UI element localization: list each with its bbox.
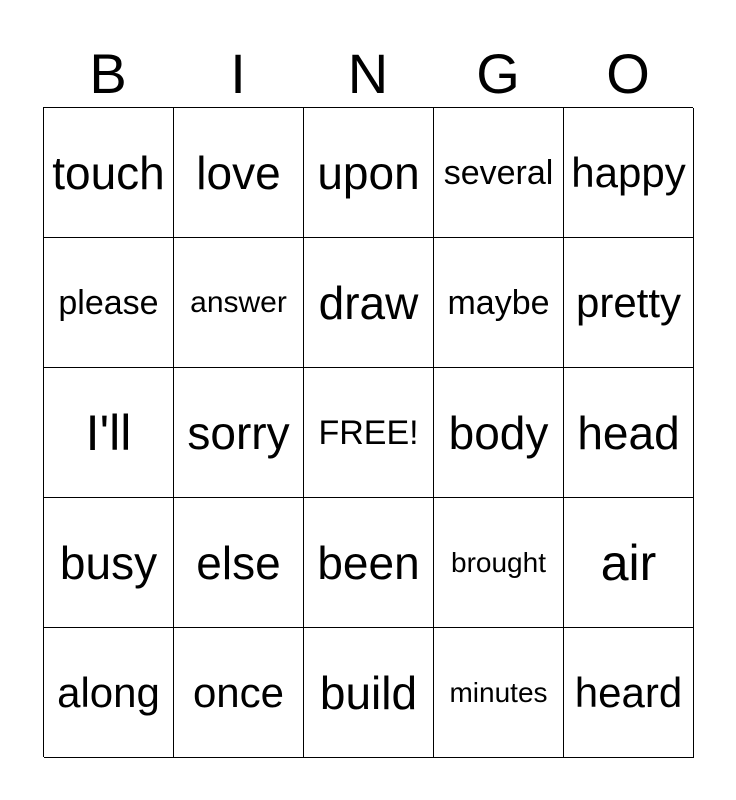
bingo-board bbox=[43, 107, 693, 757]
bingo-cell[interactable]: pretty bbox=[564, 238, 694, 368]
bingo-cell[interactable]: along bbox=[44, 628, 174, 758]
bingo-cell[interactable]: brought bbox=[434, 498, 564, 628]
free-space-cell[interactable]: FREE! bbox=[304, 368, 434, 498]
bingo-cell[interactable]: body bbox=[434, 368, 564, 498]
bingo-cell[interactable]: minutes bbox=[434, 628, 564, 758]
bingo-cell[interactable]: draw bbox=[304, 238, 434, 368]
header-letter-n: N bbox=[347, 42, 389, 105]
header-letter-i: I bbox=[230, 42, 246, 105]
bingo-cell[interactable]: answer bbox=[174, 238, 304, 368]
bingo-cell[interactable]: busy bbox=[44, 498, 174, 628]
bingo-cell[interactable]: please bbox=[44, 238, 174, 368]
bingo-cell[interactable]: sorry bbox=[174, 368, 304, 498]
header-letter-g: G bbox=[476, 42, 520, 105]
bingo-cell[interactable]: touch bbox=[44, 108, 174, 238]
bingo-cell[interactable]: maybe bbox=[434, 238, 564, 368]
bingo-cell[interactable]: build bbox=[304, 628, 434, 758]
bingo-cell[interactable]: heard bbox=[564, 628, 694, 758]
bingo-cell[interactable]: once bbox=[174, 628, 304, 758]
bingo-cell[interactable]: love bbox=[174, 108, 304, 238]
bingo-cell[interactable]: else bbox=[174, 498, 304, 628]
header-letter-o: O bbox=[606, 42, 650, 105]
bingo-header bbox=[43, 40, 693, 108]
bingo-cell[interactable]: upon bbox=[304, 108, 434, 238]
bingo-cell[interactable]: head bbox=[564, 368, 694, 498]
bingo-cell[interactable]: been bbox=[304, 498, 434, 628]
header-letter-b: B bbox=[89, 42, 127, 105]
bingo-cell[interactable]: air bbox=[564, 498, 694, 628]
bingo-cell[interactable]: I'll bbox=[44, 368, 174, 498]
bingo-cell[interactable]: happy bbox=[564, 108, 694, 238]
bingo-cell[interactable]: several bbox=[434, 108, 564, 238]
